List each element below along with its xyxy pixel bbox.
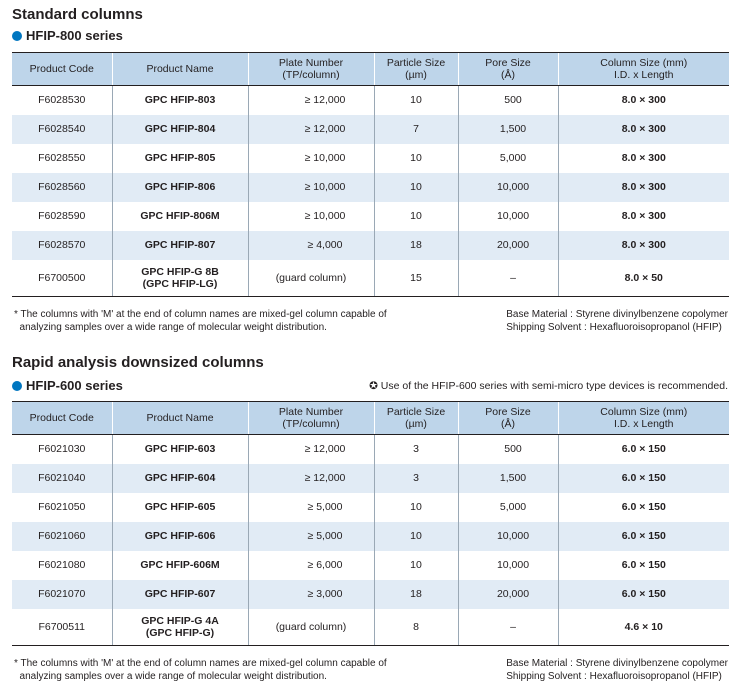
cell-product-code: F6021050 — [38, 501, 86, 513]
table-row — [12, 144, 729, 173]
cell-product-name: GPC HFIP-606M — [112, 551, 248, 580]
header-pore-size: Pore Size (Å) — [458, 53, 558, 86]
section1-table — [12, 52, 729, 297]
cell-particle-size: 10 — [374, 86, 458, 115]
cell-product-name: GPC HFIP-803 — [112, 86, 248, 115]
table-row — [12, 551, 729, 580]
cell-plate-number: (guard column) — [248, 260, 374, 297]
section2-shipping-solvent: Shipping Solvent : Hexafluoroisopropanol (HFIP) — [506, 670, 722, 682]
header-column-size: Column Size (mm) I.D. x Length — [558, 53, 729, 86]
cell-product-name: GPC HFIP-606 — [112, 522, 248, 551]
cell-product-code: F6021040 — [12, 464, 112, 493]
cell-plate-number: ≥ 10,000 — [248, 202, 374, 231]
section2-series-label: HFIP-600 series — [26, 378, 123, 393]
header-product-name: Product Name — [112, 53, 248, 86]
cell-column-size: 8.0 × 300 — [558, 144, 729, 173]
cell-product-code: F6028570 — [12, 231, 112, 260]
table-row — [12, 464, 729, 493]
cell-column-size: 6.0 × 150 — [558, 522, 729, 551]
cell-product-code: F6028550 — [38, 152, 86, 164]
cell-column-size: 8.0 × 300 — [558, 231, 729, 260]
cell-plate-number: ≥ 10,000 — [248, 173, 374, 202]
header-particle-size: Particle Size (µm) — [374, 402, 458, 435]
cell-pore-size: 20,000 — [458, 580, 558, 609]
section2-title: Rapid analysis downsized columns — [12, 354, 264, 371]
cell-pore-size: 500 — [458, 86, 558, 115]
cell-product-code: F6028590 — [38, 210, 86, 222]
cell-plate-number: ≥ 12,000 — [248, 115, 374, 144]
cell-particle-size: 10 — [374, 522, 458, 551]
cell-particle-size: 7 — [374, 115, 458, 144]
cell-product-code: F6028540 — [12, 115, 112, 144]
section1-base-material: Base Material : Styrene divinylbenzene copolymer — [506, 309, 728, 320]
cell-product-name: GPC HFIP-806 — [112, 173, 248, 202]
table-row — [12, 115, 729, 144]
cell-pore-size: – — [458, 609, 558, 646]
cell-pore-size: 5,000 — [458, 493, 558, 522]
section2-table — [12, 401, 729, 646]
section1-series — [12, 28, 123, 43]
cell-product-code: F6021070 — [12, 580, 112, 609]
header-pore-size: Pore Size (Å) — [458, 402, 558, 435]
cell-particle-size: 10 — [374, 493, 458, 522]
cell-column-size: 4.6 × 10 — [558, 609, 729, 646]
header-product-code: Product Code — [12, 53, 112, 86]
header-plate-number: Plate Number (TP/column) — [248, 53, 374, 86]
cell-particle-size: 3 — [374, 464, 458, 493]
section2-note: * The columns with 'M' at the end of column names are mixed-gel column capable of analyzing samples over a wide range of molecular weight distribution. — [14, 658, 387, 682]
cell-plate-number: ≥ 3,000 — [248, 580, 374, 609]
header-row — [12, 53, 729, 86]
cell-pore-size: 10,000 — [458, 551, 558, 580]
section1-title: Standard columns — [12, 6, 143, 23]
cell-product-name: GPC HFIP-805 — [112, 144, 248, 173]
section1-specs — [506, 309, 728, 334]
section2-series — [12, 378, 123, 393]
cell-product-name: GPC HFIP-603 — [112, 435, 248, 464]
cell-column-size: 6.0 × 150 — [558, 551, 729, 580]
cell-plate-number: ≥ 12,000 — [248, 86, 374, 115]
cell-pore-size: 20,000 — [458, 231, 558, 260]
cell-product-name: GPC HFIP-605 — [112, 493, 248, 522]
cell-product-name: GPC HFIP-607 — [112, 580, 248, 609]
cell-plate-number: (guard column) — [248, 609, 374, 646]
cell-product-code: F6021060 — [12, 522, 112, 551]
header-product-name: Product Name — [112, 402, 248, 435]
table-row — [12, 580, 729, 609]
cell-product-name: GPC HFIP-G 8B (GPC HFIP-LG) — [112, 260, 248, 297]
cell-column-size: 8.0 × 300 — [558, 86, 729, 115]
cell-plate-number: ≥ 4,000 — [248, 231, 374, 260]
cell-pore-size: – — [458, 260, 558, 297]
table-row — [12, 202, 729, 231]
cell-column-size: 6.0 × 150 — [558, 464, 729, 493]
cell-column-size: 8.0 × 300 — [558, 173, 729, 202]
section1-series-label: HFIP-800 series — [26, 28, 123, 43]
table-row — [12, 493, 729, 522]
cell-column-size: 8.0 × 300 — [558, 115, 729, 144]
cell-pore-size: 1,500 — [458, 464, 558, 493]
cell-column-size: 8.0 × 300 — [558, 202, 729, 231]
header-plate-number: Plate Number (TP/column) — [248, 402, 374, 435]
cell-pore-size: 5,000 — [458, 144, 558, 173]
cell-pore-size: 10,000 — [458, 173, 558, 202]
cell-particle-size: 8 — [374, 609, 458, 646]
cell-particle-size: 18 — [374, 580, 458, 609]
cell-particle-size: 10 — [374, 551, 458, 580]
table-row — [12, 435, 729, 464]
section1-note: * The columns with 'M' at the end of column names are mixed-gel column capable of analyzing samples over a wide range of molecular weight distribution. — [14, 309, 387, 333]
cell-column-size: 6.0 × 150 — [558, 435, 729, 464]
cell-product-code: F6021030 — [38, 443, 86, 456]
cell-plate-number: ≥ 12,000 — [248, 435, 374, 464]
bullet-dot-icon — [12, 31, 22, 41]
cell-product-code: F6021080 — [38, 559, 86, 571]
cell-product-code: F6700500 — [12, 260, 112, 297]
header-product-code: Product Code — [12, 402, 112, 435]
cell-product-name: GPC HFIP-804 — [112, 115, 248, 144]
cell-plate-number: ≥ 5,000 — [248, 522, 374, 551]
cell-plate-number: ≥ 5,000 — [248, 493, 374, 522]
cell-pore-size: 10,000 — [458, 522, 558, 551]
cell-particle-size: 10 — [374, 173, 458, 202]
cell-product-code: F6028530 — [38, 94, 86, 107]
cell-particle-size: 15 — [374, 260, 458, 297]
cell-column-size: 8.0 × 50 — [558, 260, 729, 297]
table-row — [12, 231, 729, 260]
bullet-dot-icon — [12, 381, 22, 391]
section1-shipping-solvent: Shipping Solvent : Hexafluoroisopropanol (HFIP) — [506, 321, 722, 333]
header-column-size: Column Size (mm) I.D. x Length — [558, 402, 729, 435]
cell-particle-size: 3 — [374, 435, 458, 464]
cell-product-code: F6028560 — [12, 173, 112, 202]
header-particle-size: Particle Size (µm) — [374, 53, 458, 86]
cell-plate-number: ≥ 10,000 — [248, 144, 374, 173]
cell-product-code: F6700511 — [12, 609, 112, 646]
cell-column-size: 6.0 × 150 — [558, 580, 729, 609]
cell-particle-size: 10 — [374, 202, 458, 231]
section2-specs — [506, 658, 728, 683]
cell-pore-size: 10,000 — [458, 202, 558, 231]
cell-plate-number: ≥ 6,000 — [248, 551, 374, 580]
table-row — [12, 522, 729, 551]
cell-particle-size: 18 — [374, 231, 458, 260]
cell-plate-number: ≥ 12,000 — [248, 464, 374, 493]
header-row — [12, 402, 729, 435]
cell-column-size: 6.0 × 150 — [558, 493, 729, 522]
cell-product-name: GPC HFIP-807 — [112, 231, 248, 260]
cell-product-name: GPC HFIP-604 — [112, 464, 248, 493]
table-row — [12, 86, 729, 115]
table-row — [12, 260, 729, 297]
cell-particle-size: 10 — [374, 144, 458, 173]
cell-pore-size: 1,500 — [458, 115, 558, 144]
cell-product-name: GPC HFIP-G 4A (GPC HFIP-G) — [112, 609, 248, 646]
section2-base-material: Base Material : Styrene divinylbenzene copolymer — [506, 658, 728, 669]
section2-recommend-note: ✪ Use of the HFIP-600 series with semi-micro type devices is recommended. — [369, 380, 728, 392]
cell-pore-size: 500 — [458, 435, 558, 464]
cell-product-name: GPC HFIP-806M — [112, 202, 248, 231]
table-row — [12, 173, 729, 202]
table-row — [12, 609, 729, 646]
